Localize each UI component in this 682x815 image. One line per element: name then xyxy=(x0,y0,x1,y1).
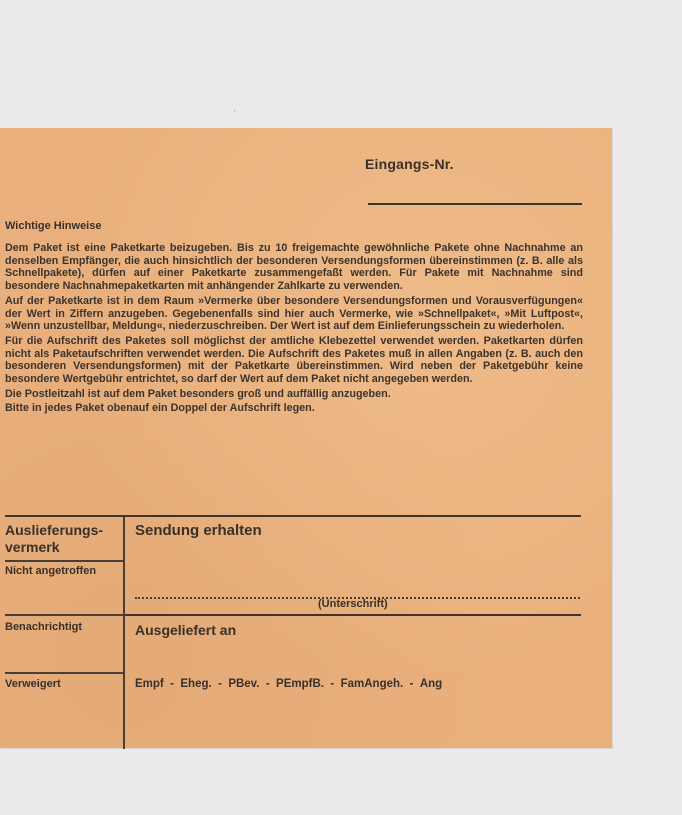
divider xyxy=(5,672,123,674)
verweigert-field[interactable]: Verweigert xyxy=(5,678,61,690)
paket-card xyxy=(0,128,612,748)
option-famangeh[interactable]: FamAngeh. xyxy=(340,678,404,690)
option-separator: - xyxy=(218,678,222,690)
option-eheg[interactable]: Eheg. xyxy=(180,678,212,690)
eingangs-nr-label: Eingangs-Nr. xyxy=(365,156,454,172)
unterschrift-label: (Unterschrift) xyxy=(318,598,388,610)
option-ang[interactable]: Ang xyxy=(419,678,443,690)
divider xyxy=(5,614,123,616)
scan-mark: ⁱ xyxy=(234,108,236,117)
hinweise-text xyxy=(5,242,583,417)
divider xyxy=(5,560,123,562)
hinweis-paragraph: Dem Paket ist eine Paketkarte beizugeben. Bis zu 10 freigemachte gewöhnliche Pakete ohne Nachnahme an denselben Empfänger, die auch hinsichtlich der besonderen Versendungsformen übereinstimmen (z. B. alle als Schnellpakete), dürfen auf einer Paketkarte zusammengefaßt werden. Für Pakete mit Nachnahme sind besondere Nachnahmepaketkarten mit anhängender Zahlkarte zu verwenden. xyxy=(5,242,583,293)
hinweis-paragraph: Bitte in jedes Paket obenauf ein Doppel der Aufschrift legen. xyxy=(5,402,315,415)
recipient-options xyxy=(135,678,442,690)
option-separator: - xyxy=(330,678,335,690)
hinweise-title: Wichtige Hinweise xyxy=(5,220,102,232)
option-separator: - xyxy=(409,678,414,690)
option-pempfb[interactable]: PEmpfB. xyxy=(276,678,324,690)
benachrichtigt-field[interactable]: Benachrichtigt xyxy=(5,621,83,633)
ausgeliefert-an-title: Ausgeliefert an xyxy=(135,622,237,638)
hinweis-paragraph: Für die Aufschrift des Paketes soll möglichst der amtliche Klebezettel verwendet werden. Paketkarten dürfen nicht als Paketaufschriften verwendet werden. Die Aufschrift des Paketes muß in allen Angaben (z. B. auch den besonderen Versendungsformen) mit der Paketkarte übereinstimmen. Wird neben der Paketgebühr keine besondere Wertgebühr entrichtet, so darf der Wert auf dem Paket nicht angegeben werden. xyxy=(5,334,583,386)
form-top-rule xyxy=(5,515,581,517)
sendung-erhalten-title: Sendung erhalten xyxy=(135,522,262,539)
option-separator: - xyxy=(265,678,270,690)
option-pbev[interactable]: PBev. xyxy=(228,678,260,690)
eingangs-nr-line[interactable] xyxy=(368,203,582,205)
form-mid-rule xyxy=(124,614,581,616)
option-separator: - xyxy=(170,678,174,690)
hinweis-paragraph: Auf der Paketkarte ist in dem Raum »Vermerke über besondere Versendungsformen und Vorausverfügungen« der Wert in Ziffern anzugeben. Gegebenenfalls sind hier auch Vermerke, wie »Schnellpaket«, »Mit Luftpost«, »Wenn unzustellbar, Meldung«, niederzuschreiben. Der Wert ist auf dem Einlieferungsschein zu wiederholen. xyxy=(5,294,583,333)
auslieferungsvermerk-title: Auslieferungs-vermerk xyxy=(5,522,104,555)
hinweis-paragraph: Die Postleitzahl ist auf dem Paket besonders groß und auffällig anzugeben. xyxy=(5,387,391,400)
option-empf[interactable]: Empf xyxy=(135,678,164,690)
nicht-angetroffen-field[interactable]: Nicht angetroffen xyxy=(5,565,97,577)
